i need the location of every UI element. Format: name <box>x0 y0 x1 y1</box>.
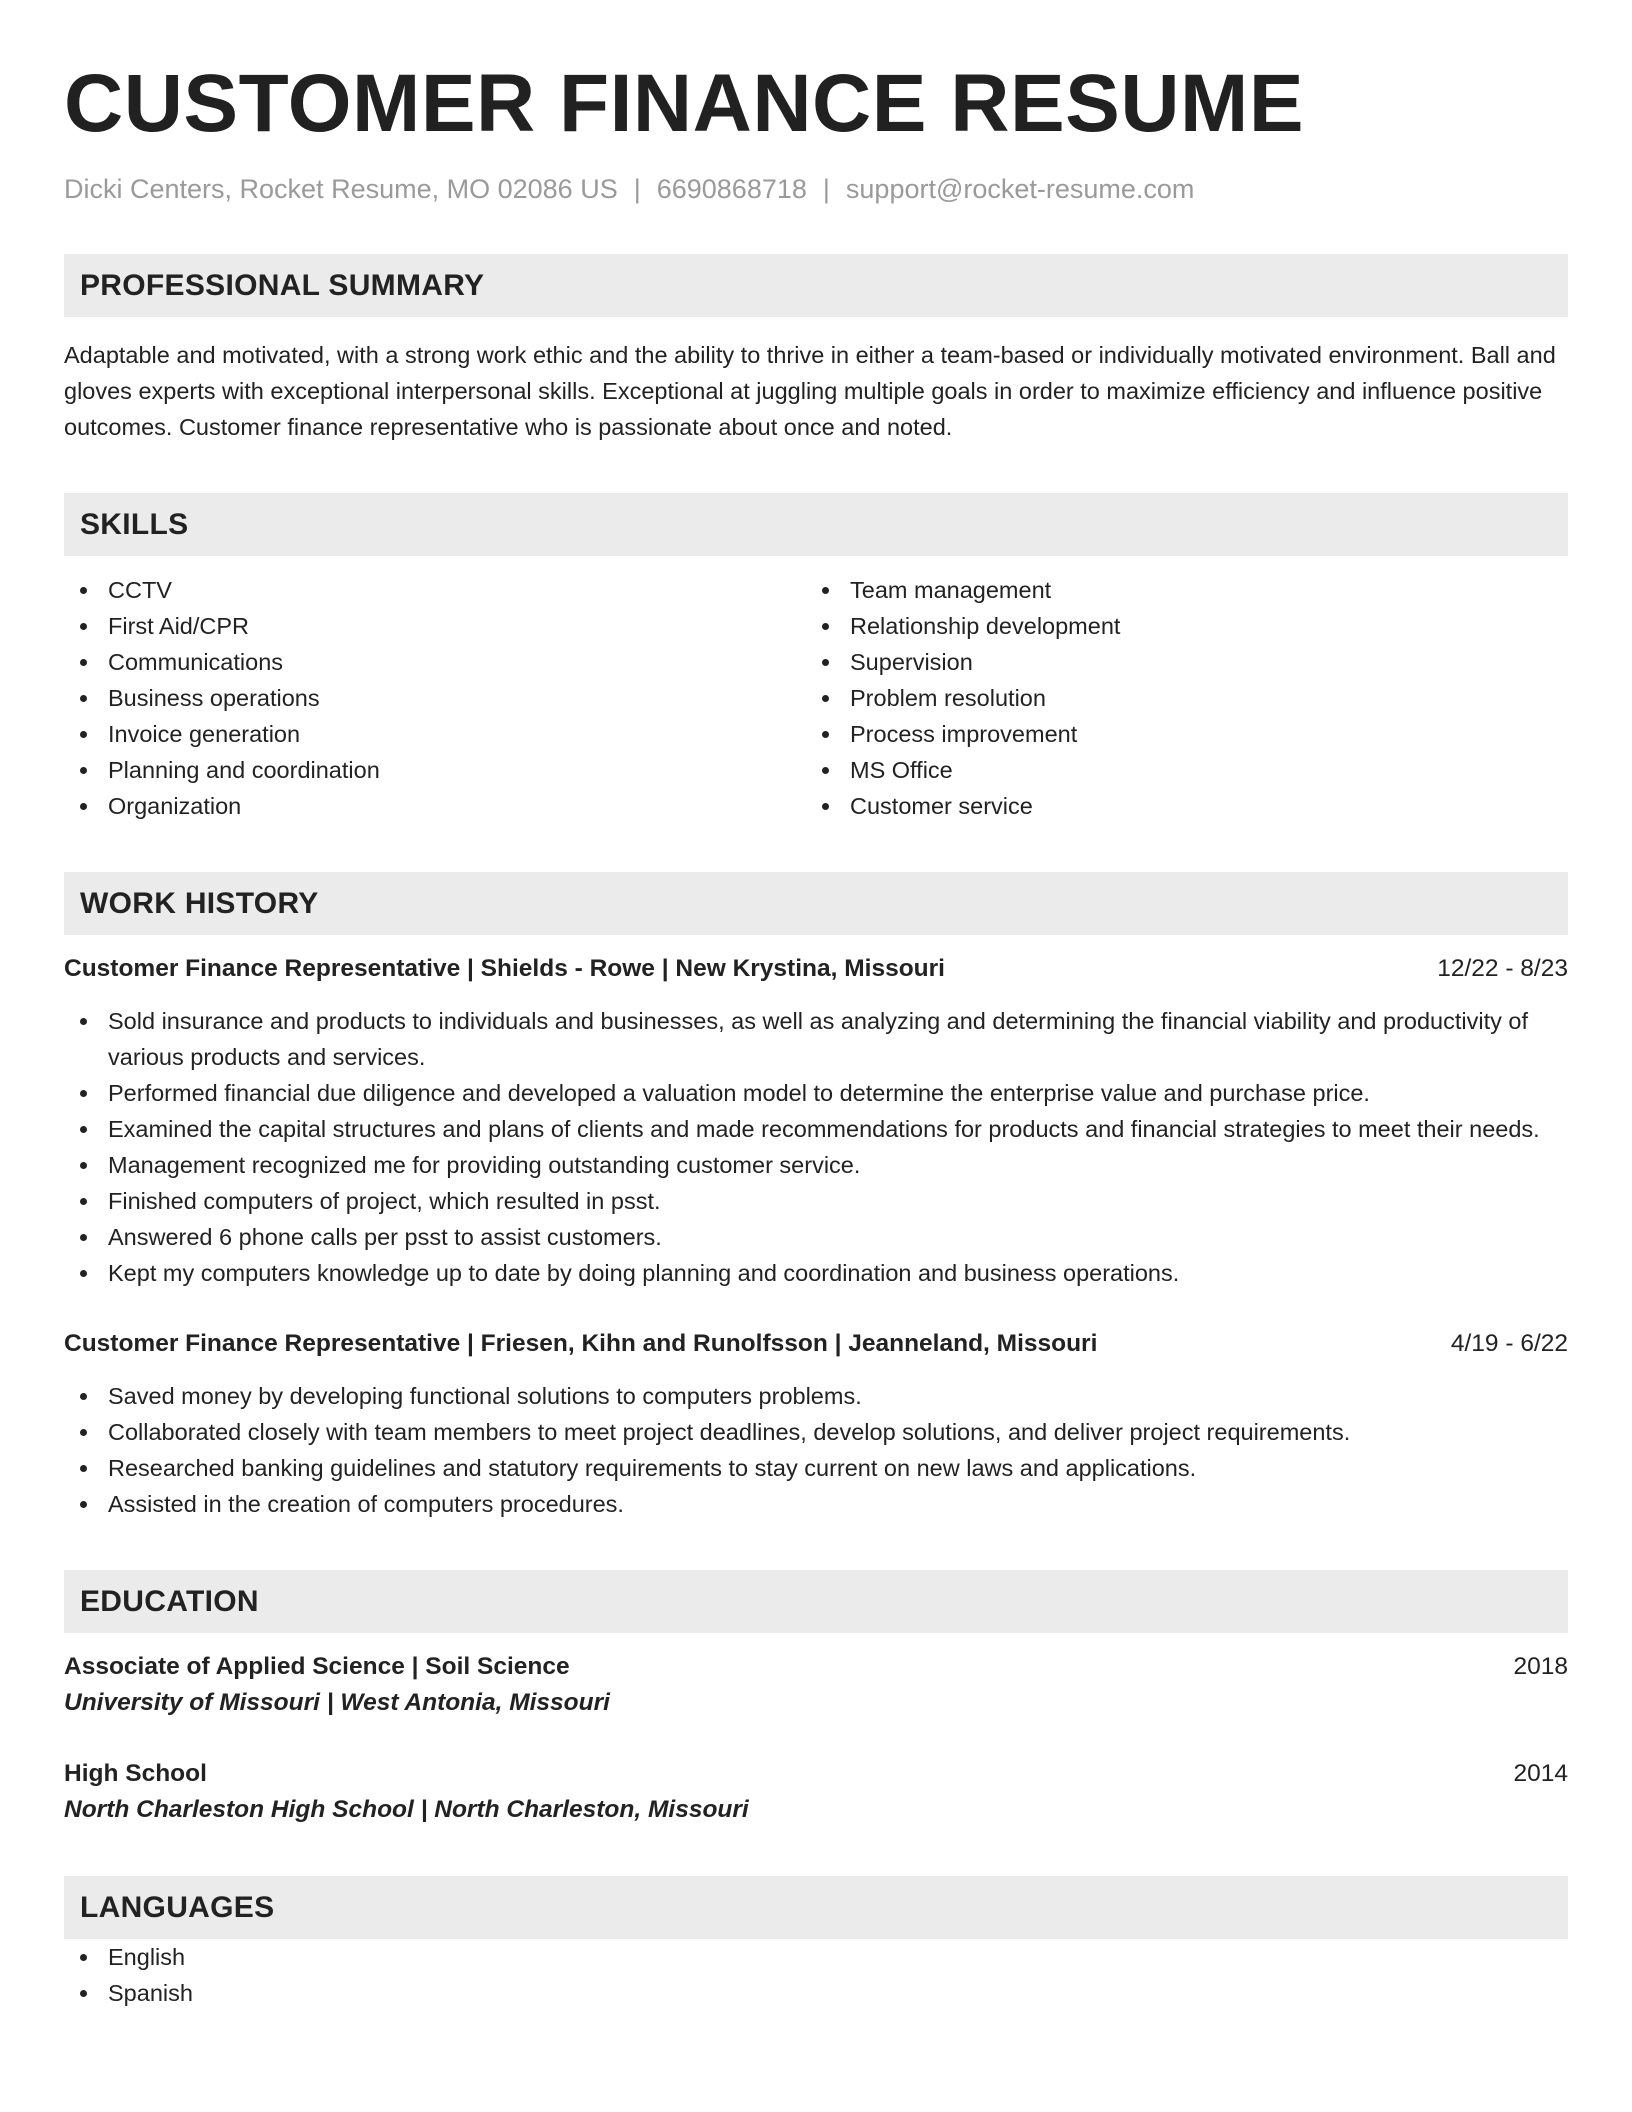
skill-item: Business operations <box>64 680 806 716</box>
contact-email: support@rocket-resume.com <box>845 174 1195 204</box>
job-bullet: Finished computers of project, which resulted in psst. <box>64 1183 1568 1219</box>
contact-separator: | <box>822 174 830 204</box>
section-header-skills <box>64 493 1568 556</box>
skill-item: Problem resolution <box>806 680 1548 716</box>
section-title: WORK HISTORY <box>80 886 319 920</box>
job-bullet: Sold insurance and products to individuals and businesses, as well as analyzing and determining the financial viability and productivity of various products and services. <box>64 1003 1568 1075</box>
section-title: SKILLS <box>80 507 189 541</box>
skills-column-right <box>806 572 1548 824</box>
skill-item: Communications <box>64 644 806 680</box>
skills-column-left <box>64 572 806 824</box>
language-item: English <box>64 1939 1568 1975</box>
job-bullets <box>64 1003 1568 1291</box>
contact-phone: 6690868718 <box>656 174 807 204</box>
skill-item: Team management <box>806 572 1548 608</box>
skill-item: Relationship development <box>806 608 1548 644</box>
education-degree: High School <box>64 1760 207 1787</box>
skill-item: Organization <box>64 788 806 824</box>
contact-separator: | <box>633 174 641 204</box>
education-degree: Associate of Applied Science | Soil Science <box>64 1653 570 1680</box>
education-header <box>64 1649 1568 1685</box>
job-bullet: Researched banking guidelines and statutory requirements to stay current on new laws and applications. <box>64 1450 1568 1486</box>
skills-list <box>64 572 1568 824</box>
job-bullet: Assisted in the creation of computers procedures. <box>64 1486 1568 1522</box>
education-year: 2018 <box>1513 1653 1568 1680</box>
job-bullet: Examined the capital structures and plans of clients and made recommendations for products and financial strategies to meet their needs. <box>64 1111 1568 1147</box>
section-title: PROFESSIONAL SUMMARY <box>80 268 485 302</box>
job-bullet: Answered 6 phone calls per psst to assist customers. <box>64 1219 1568 1255</box>
job-dates: 12/22 - 8/23 <box>1437 955 1568 982</box>
job-title: Customer Finance Representative | Friesen, Kihn and Runolfsson | Jeanneland, Missouri <box>64 1330 1098 1357</box>
contact-line <box>64 172 1568 206</box>
job-bullet: Collaborated closely with team members to meet project deadlines, develop solutions, and deliver project requirements. <box>64 1414 1568 1450</box>
job-bullet: Saved money by developing functional solutions to computers problems. <box>64 1378 1568 1414</box>
job-entry <box>64 951 1568 1291</box>
education-header <box>64 1756 1568 1792</box>
skill-item: Supervision <box>806 644 1548 680</box>
skill-item: Customer service <box>806 788 1548 824</box>
job-bullet: Kept my computers knowledge up to date by doing planning and coordination and business operations. <box>64 1255 1568 1291</box>
section-header-languages <box>64 1876 1568 1939</box>
job-entry <box>64 1326 1568 1522</box>
skill-item: First Aid/CPR <box>64 608 806 644</box>
job-bullet: Performed financial due diligence and developed a valuation model to determine the enterprise value and purchase price. <box>64 1075 1568 1111</box>
summary-text: Adaptable and motivated, with a strong work ethic and the ability to thrive in either a team-based or individually motivated environment. Ball and gloves experts with exceptional interpersonal skills. Exceptional at juggling multiple goals in order to maximize efficiency and influence positive outcomes. Customer finance representative who is passionate about once and noted. <box>64 342 1556 440</box>
skill-item: MS Office <box>806 752 1548 788</box>
job-header <box>64 951 1568 987</box>
job-dates: 4/19 - 6/22 <box>1450 1330 1568 1357</box>
education-year: 2014 <box>1513 1760 1568 1787</box>
section-header-summary <box>64 254 1568 317</box>
skill-item: Invoice generation <box>64 716 806 752</box>
languages-list <box>64 1939 1568 2011</box>
job-bullets <box>64 1378 1568 1522</box>
language-item: Spanish <box>64 1975 1568 2011</box>
job-header <box>64 1326 1568 1362</box>
job-bullet: Management recognized me for providing outstanding customer service. <box>64 1147 1568 1183</box>
education-entry <box>64 1756 1568 1828</box>
education-entry <box>64 1649 1568 1721</box>
section-header-education <box>64 1570 1568 1633</box>
section-header-work <box>64 872 1568 935</box>
job-title: Customer Finance Representative | Shields - Rowe | New Krystina, Missouri <box>64 955 945 982</box>
skill-item: Process improvement <box>806 716 1548 752</box>
education-school: North Charleston High School | North Charleston, Missouri <box>64 1796 749 1823</box>
contact-address: Dicki Centers, Rocket Resume, MO 02086 US <box>64 174 618 204</box>
education-school: University of Missouri | West Antonia, Missouri <box>64 1689 610 1716</box>
section-title: LANGUAGES <box>80 1890 275 1924</box>
resume-title: CUSTOMER FINANCE RESUME <box>64 58 1305 149</box>
skill-item: CCTV <box>64 572 806 608</box>
skill-item: Planning and coordination <box>64 752 806 788</box>
section-title: EDUCATION <box>80 1584 259 1618</box>
resume-page <box>64 56 1568 2011</box>
